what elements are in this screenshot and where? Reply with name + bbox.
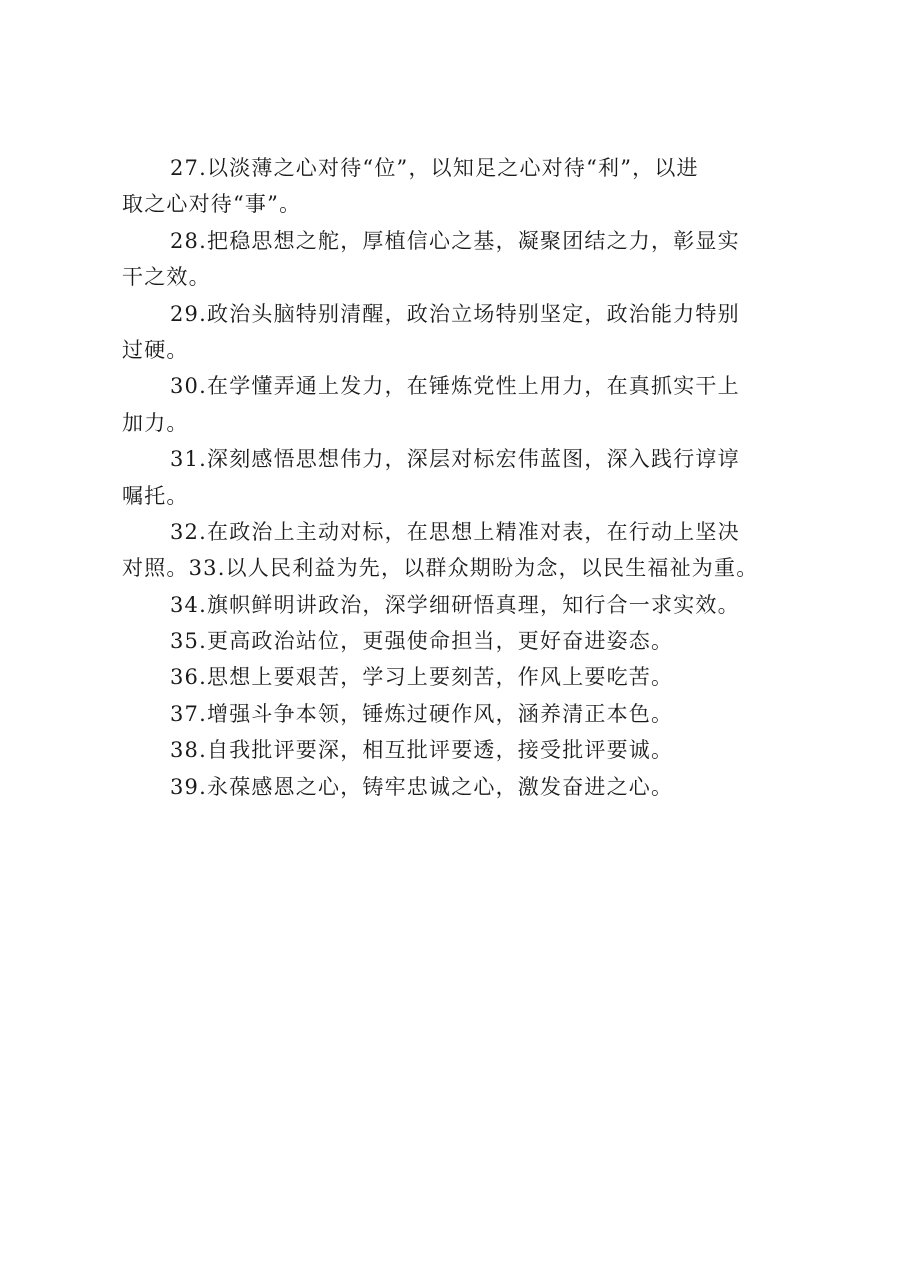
item-39-line: 39.永葆感恩之心，铸牢忠诚之心，激发奋进之心。 [170,774,674,799]
item-36-line: 36.思想上要艰苦，学习上要刻苦，作风上要吃苦。 [170,665,674,690]
item-27-line-1: 27.以淡薄之心对待“位”，以知足之心对待“利”，以进 [170,156,699,180]
item-31-line-1: 31.深刻感悟思想伟力，深层对标宏伟蓝图，深入践行谆谆 [170,447,740,472]
item-31-line-2: 嘱托。 [122,483,189,508]
item-29-line-1: 29.政治头脑特别清醒，政治立场特别坚定，政治能力特别 [170,301,740,326]
document-body [122,150,802,805]
item-35-line: 35.更高政治站位，更强使命担当，更好奋进姿态。 [170,629,674,654]
item-38-line: 38.自我批评要深，相互批评要透，接受批评要诚。 [170,738,674,763]
item-32-33-line: 对照。33.以人民利益为先，以群众期盼为念，以民生福祉为重。 [122,556,759,581]
item-34-line: 34.旗帜鲜明讲政治，深学细研悟真理，知行合一求实效。 [170,592,740,617]
item-29-line-2: 过硬。 [122,337,189,362]
item-27-line-2: 取之心对待“事”。 [122,192,302,217]
item-30-line-1: 30.在学懂弄通上发力，在锤炼党性上用力，在真抓实干上 [170,374,740,399]
item-37-line: 37.增强斗争本领，锤炼过硬作风，涵养清正本色。 [170,701,674,726]
item-30-line-2: 加力。 [122,410,189,435]
item-28-line-1: 28.把稳思想之舵，厚植信心之基，凝聚团结之力，彰显实 [170,228,740,253]
item-32-line-1: 32.在政治上主动对标，在思想上精准对表，在行动上坚决 [170,519,740,544]
item-28-line-2: 干之效。 [122,265,211,290]
